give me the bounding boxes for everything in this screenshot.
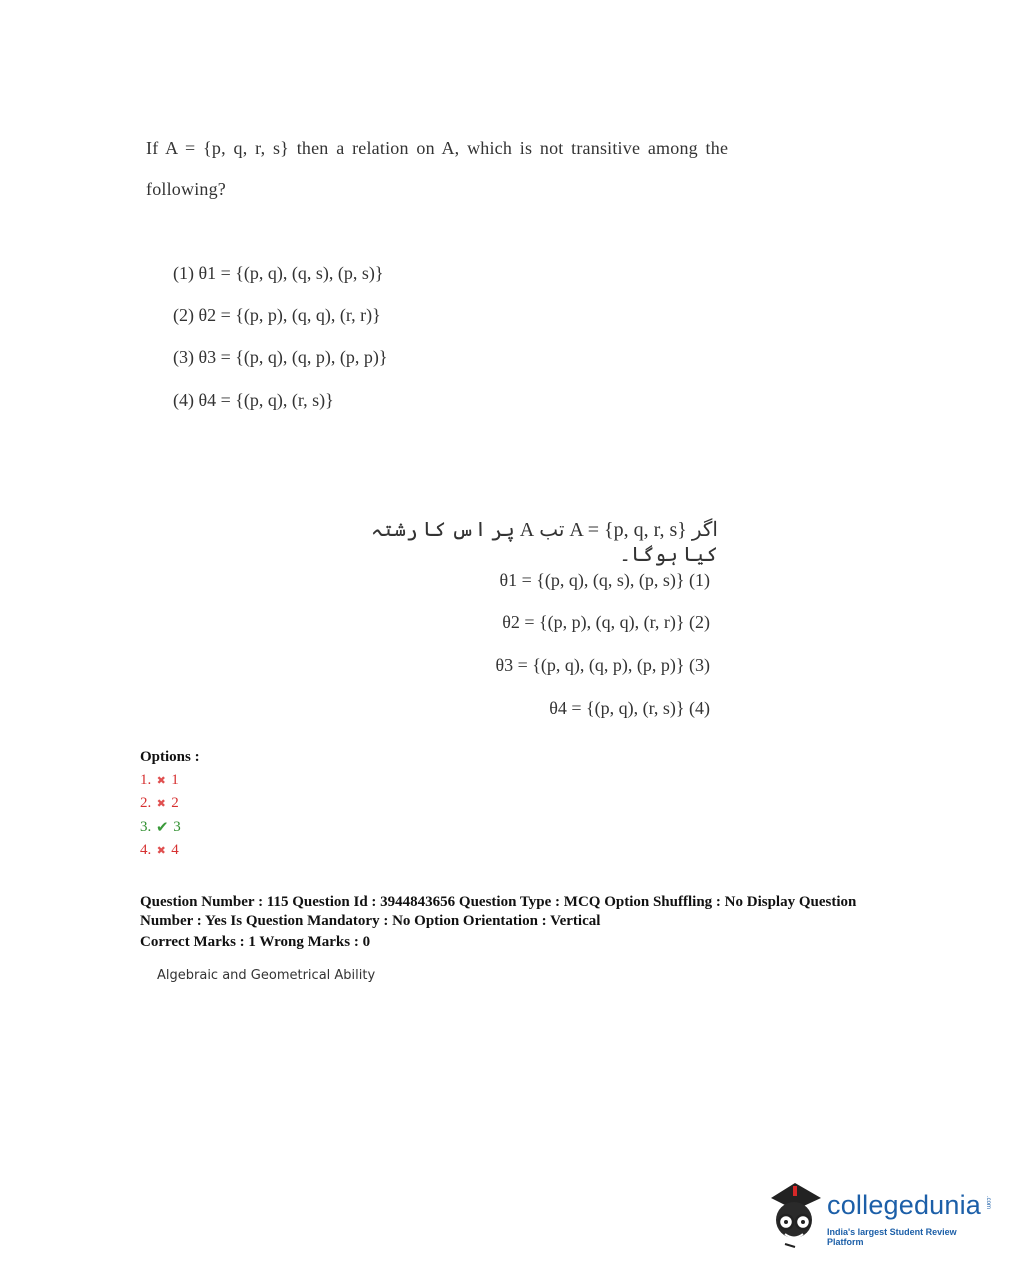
- meta-line-2: Number : Yes Is Question Mandatory : No Option Orientation : Vertical: [140, 913, 601, 929]
- urdu-option-4: θ4 = {(p, q), (r, s)} (4): [549, 698, 710, 718]
- check-icon: ✔: [155, 820, 169, 836]
- answer-option-value: 3: [173, 819, 181, 835]
- answer-option-number: 2.: [140, 795, 152, 811]
- english-option-3: (3) θ3 = {(p, q), (q, p), (p, p)}: [173, 347, 388, 367]
- answer-option-3: [140, 818, 181, 837]
- english-option-2: (2) θ2 = {(p, p), (q, q), (r, r)}: [173, 305, 381, 325]
- mascot-icon: [765, 1178, 827, 1248]
- answer-option-number: 1.: [140, 772, 152, 788]
- question-line-2: following?: [146, 179, 226, 199]
- logo-domain-suffix: .com: [985, 1196, 991, 1210]
- urdu-option-2: θ2 = {(p, p), (q, q), (r, r)} (2): [502, 612, 710, 632]
- answer-option-number: 3.: [140, 819, 152, 835]
- logo-tagline: India's largest Student Review Platform: [827, 1227, 957, 1247]
- urdu-option-1: θ1 = {(p, q), (q, s), (p, s)} (1): [499, 570, 710, 590]
- meta-line-1: Question Number : 115 Question Id : 3944843656 Question Type : MCQ Option Shuffling : No Display Question: [140, 894, 857, 910]
- urdu-option-3: θ3 = {(p, q), (q, p), (p, p)} (3): [495, 655, 710, 675]
- cross-icon: ✖: [156, 775, 166, 787]
- answer-option-value: 4: [171, 842, 179, 858]
- answer-option-2: [140, 795, 179, 812]
- question-meta: [140, 893, 930, 952]
- logo-wordmark: collegedunia: [827, 1190, 982, 1220]
- answer-option-1: [140, 772, 179, 789]
- english-option-4: (4) θ4 = {(p, q), (r, s)}: [173, 390, 334, 410]
- options-title: Options :: [140, 749, 200, 765]
- collegedunia-logo: [765, 1178, 995, 1248]
- topic-label: Algebraic and Geometrical Ability: [157, 968, 376, 983]
- cross-icon: ✖: [156, 845, 166, 857]
- answer-option-number: 4.: [140, 842, 152, 858]
- answer-option-4: [140, 842, 179, 859]
- cross-icon: ✖: [156, 798, 166, 810]
- meta-line-3: Correct Marks : 1 Wrong Marks : 0: [140, 934, 371, 950]
- answer-option-value: 1: [171, 772, 179, 788]
- answer-option-value: 2: [171, 795, 179, 811]
- question-line-1: If A = {p, q, r, s} then a relation on A, which is not transitive among the: [146, 138, 729, 158]
- english-option-1: (1) θ1 = {(p, q), (q, s), (p, s)}: [173, 263, 384, 283]
- urdu-question: اگر A = {p, q, r, s} تب A پر اس کا رشتہ کیا ہوگا۔: [370, 519, 718, 566]
